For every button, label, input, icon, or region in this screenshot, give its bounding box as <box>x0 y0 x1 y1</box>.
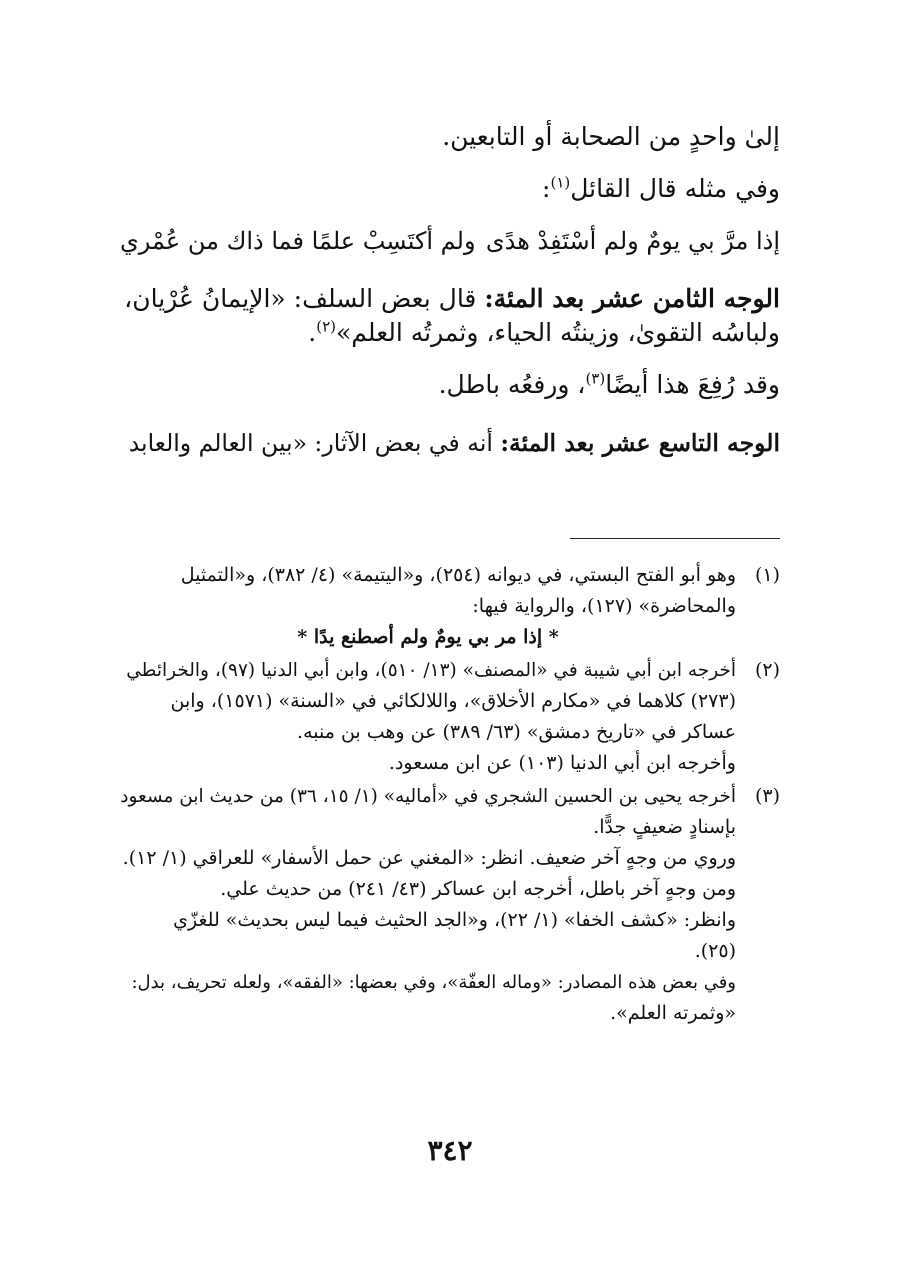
verse-second-hemistich: ولم أكتَسِبْ علمًا فما ذاك من عُمْري <box>120 227 476 255</box>
section-heading: الوجه التاسع عشر بعد المئة: <box>500 429 780 457</box>
footnote-ref[interactable]: (٣) <box>585 369 606 388</box>
text-line: إلىٰ واحدٍ من الصحابة أو التابعين. <box>442 122 780 151</box>
footnote-line: وأخرجه ابن أبي الدنيا (١٠٣) عن ابن مسعود. <box>388 752 736 774</box>
footnote-separator <box>570 538 780 539</box>
footnote-line: (٢٥). <box>694 940 736 962</box>
text-line <box>120 368 780 402</box>
footnotes <box>120 560 780 1029</box>
text-span: . <box>308 318 317 347</box>
footnote-line: وهو أبو الفتح البستي، في ديوانه (٢٥٤)، و«اليتيمة» (٤/ ٣٨٢)، و«التمثيل <box>180 564 736 586</box>
footnote-line: وروي من وجهٍ آخر ضعيف. انظر: «المغني عن حمل الأسفار» للعراقي (١/ ١٢). <box>122 847 736 869</box>
footnote-number: (١) <box>754 564 780 586</box>
text-line <box>120 316 780 350</box>
text-span: ، ورفعُه باطل. <box>438 370 586 399</box>
footnote-line: وفي بعض هذه المصادر: «وماله العفّة»، وفي بعضها: «الفقه»، ولعله تحريف، بدل: <box>131 972 736 993</box>
footnote-line: «وثمرته العلم». <box>610 1002 736 1024</box>
main-text <box>120 120 780 460</box>
text-span: : <box>542 174 551 203</box>
page-number: ٣٤٢ <box>427 1134 473 1167</box>
footnote-line: عساكر في «تاريخ دمشق» (٦٣/ ٣٨٩) عن وهب بن منبه. <box>297 721 736 743</box>
footnote-line: أخرجه ابن أبي شيبة في «المصنف» (١٣/ ٥١٠)، وابن أبي الدنيا (٩٧)، والخرائطي <box>126 660 736 681</box>
text-line <box>120 282 780 316</box>
text-span: وفي مثله قال القائل <box>570 174 780 203</box>
text-line <box>120 426 780 460</box>
text-span: ولباسُه التقوىٰ، وزينتُه الحياء، وثمرتُه العلم» <box>336 318 780 347</box>
footnote <box>120 781 780 1029</box>
footnote-ref[interactable]: (٢) <box>316 317 336 336</box>
footnote-number: (٢) <box>754 659 780 681</box>
section-heading: الوجه الثامن عشر بعد المئة: <box>484 284 780 313</box>
text-line <box>120 172 780 206</box>
footnote-line: والمحاضرة» (١٢٧)، والرواية فيها: <box>472 595 736 617</box>
text-span: أنه في بعض الآثار: «بين العالم والعابد <box>128 429 493 457</box>
footnote-ref[interactable]: (١) <box>550 173 571 192</box>
footnote-line: (٢٧٣) كلاهما في «مكارم الأخلاق»، واللالكائي في «السنة» (١٥٧١)، وابن <box>170 690 736 712</box>
footnote-line: ومن وجهٍ آخر باطل، أخرجه ابن عساكر (٤٣/ ٢٤١) من حديث علي. <box>220 878 736 900</box>
verse-line <box>120 224 780 258</box>
footnote-number: (٣) <box>754 785 780 807</box>
text-span: قال بعض السلف: «الإيمانُ عُرْيان، <box>124 284 477 313</box>
text-span: وقد رُفِعَ هذا أيضًا <box>605 370 780 399</box>
footnote-line: وانظر: «كشف الخفا» (١/ ٢٢)، و«الجد الحثيث فيما ليس بحديث» للغزّي <box>173 909 736 931</box>
footnote-line: بإسنادٍ ضعيفٍ جدًّا. <box>593 816 736 838</box>
footnote-line: أخرجه يحيى بن الحسين الشجري في «أماليه» (١/ ١٥، ٣٦) من حديث ابن مسعود <box>120 786 736 807</box>
footnote-verse: * إذا مر بي يومٌ ولم أصطنع يدًا * <box>297 626 559 648</box>
footnote <box>120 560 780 653</box>
footnote <box>120 655 780 779</box>
verse-first-hemistich: إذا مرَّ بي يومٌ ولم أسْتَفِدْ هدًى <box>485 227 780 255</box>
